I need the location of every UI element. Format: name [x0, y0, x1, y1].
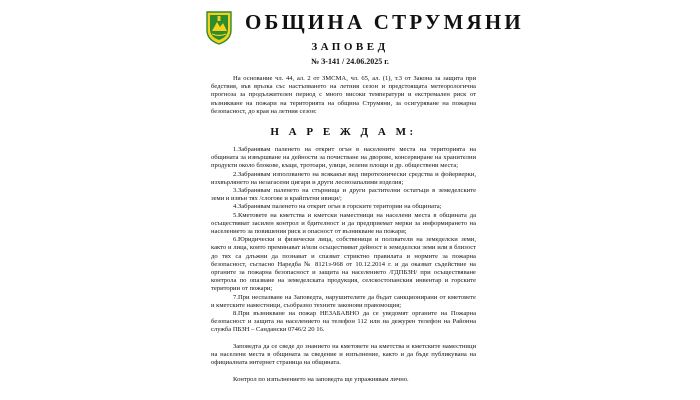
order-body — [211, 75, 476, 385]
order-item-6: 6.Юридически и физически лица, собственици и ползватели на земеделски земи, както и лица, които преминават и/или осъществяват дейност в земеделски земи или в близост до тях са длъжни да познават и спазват стриктно правилата и нормите за пожарна безопасност, съгласно Наредба № 8121з-968 от 10.12.2014 г. и да оказват съдействие на органите за пожарна безопасност и защита на населението /ГДПБЗН/ при осъществяване контрола по опазване на земеделската продукция, селскостопанския инвентар и горските територии от пожари; — [211, 236, 476, 293]
order-number: № З-141 / 24.06.2025 г. — [311, 57, 389, 66]
control-paragraph: Контрол по изпълнението на заповедта ще упражнявам лично. — [233, 376, 409, 384]
order-item-5: 5.Кметовете на кметства и кметски наместници на населени места в общината да осъществяват засилен контрол и бдителност и да предприемат мерки за информирането на населението за повишения риск и опасност от възникване на пожари; — [211, 211, 476, 236]
order-item-4: 4.Забранявам паленето на открит огън в горските територии на общината; — [233, 203, 442, 211]
preamble-paragraph: На основание чл. 44, ал. 2 от ЗМСМА, чл. 65, ал. (1), т.3 от Закона за защита при бедствия, във връзка със настъпването на летния сезон и предстоящата метеорологична прогноза за продължителен период с много високи температури и екстремален риск от възникване на пожари на територията на община Струмяни, за осигуряване на пожарна безопасност, до края на летния сезон: — [211, 75, 476, 115]
municipality-title: ОБЩИНА СТРУМЯНИ — [245, 10, 524, 34]
order-item-8: 8.При възникване на пожар НЕЗАБАВНО да се уведомят органите на Пожарна безопасност и защита на населението на телефон 112 или на дежурен телефон на Районна служба ПБЗН – Сандански 0746/2 20 16. — [211, 310, 476, 334]
order-item-1: 1.Забранявам паленето на открит огън в населените места на територията на общината за извършване на дейности за почистване на дворове, консервиране на хранителни продукти около блокове, къщи, тротоари, улици, зелени площи и др. обществени места; — [211, 146, 476, 170]
decree-heading: Н А Р Е Ж Д А М: — [270, 126, 417, 139]
order-title: ЗАПОВЕД — [311, 41, 389, 53]
order-item-3: 3.Забранявам паленето на стърнища и други растителни остатъци в земеделските земи и извън тях /слогове и крайпътни ивици/; — [211, 187, 476, 203]
order-item-2: 2.Забранявам използването на всякакъв вид пиротехнически средства и фойерверки, изхвърлянето на незагасени цигари и други леснозапалими изделия; — [211, 170, 476, 186]
closing-paragraph: Заповедта да се сведе до знанието на кметовете на кметства и кметските наместници на населени места в общината за сведение и изпълнение, както и да бъде публикувана на официалната интернет страница на общината. — [211, 342, 476, 367]
order-item-7: 7.При неспазване на Заповедта, нарушителите да бъдат санкционирани от кметовете и кметските наместници, съобразно техните законови правомощия; — [211, 293, 476, 309]
